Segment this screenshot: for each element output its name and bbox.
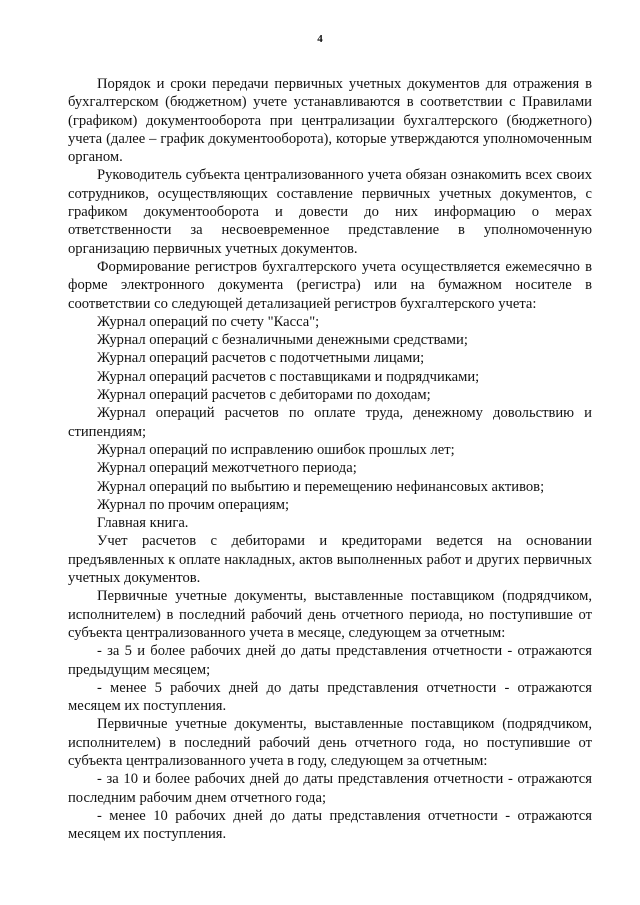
page-number: 4 <box>317 33 323 45</box>
paragraph-transfer-procedure: Порядок и сроки передачи первичных учетных документов для отражения в бухгалтерском (бюджетном) учете устанавливаются в соответствии с Правилами (графиком) документооборота при централизации бухгалтерского (бюджетного) учета (далее – график документооборота), которые утверждаются уполномоченным органом. <box>68 76 592 166</box>
paragraph-registers-formation: Формирование регистров бухгалтерского учета осуществляется ежемесячно в форме электронного документа (регистра) или на бумажном носителе в соответствии со следующей детализацией регистров бухгалтерского учета: <box>68 258 592 312</box>
document-body <box>68 75 592 843</box>
list-item: Журнал операций межотчетного периода; <box>97 460 357 477</box>
paragraph-dash-item: - за 5 и более рабочих дней до даты представления отчетности - отражаются предыдущим месяцем; <box>68 643 592 678</box>
paragraph-dash-item: - менее 10 рабочих дней до даты представления отчетности - отражаются месяцем их поступления. <box>68 807 592 843</box>
list-item: Журнал операций по счету "Касса"; <box>97 313 320 330</box>
list-item: Журнал операций расчетов с подотчетными лицами; <box>97 350 425 367</box>
paragraph-head-obligation: Руководитель субъекта централизованного учета обязан ознакомить всех своих сотрудников, осуществляющих составление первичных учетных документов, с графиком документооборота и довести до них информацию о мерах ответственности за несвоевременное представление в уполномоченную организацию первичных учетных документов. <box>68 167 592 257</box>
list-item: Журнал операций расчетов по оплате труда, денежному довольствию и стипендиям; <box>68 405 592 440</box>
list-item: Журнал по прочим операциям; <box>97 496 290 513</box>
paragraph-dash-item: - менее 5 рабочих дней до даты представления отчетности - отражаются месяцем их поступления. <box>68 679 592 715</box>
paragraph-debtors-creditors: Учет расчетов с дебиторами и кредиторами ведется на основании предъявленных к оплате накладных, актов выполненных работ и других первичных учетных документов. <box>68 533 592 587</box>
list-item: Журнал операций расчетов с поставщиками и подрядчиками; <box>97 368 480 385</box>
list-item: Журнал операций по выбытию и перемещению нефинансовых активов; <box>97 478 545 495</box>
paragraph-period-documents: Первичные учетные документы, выставленные поставщиком (подрядчиком, исполнителем) в последний рабочий день отчетного периода, но поступившие от субъекта централизованного учета в месяце, следующем за отчетным: <box>68 588 592 641</box>
paragraph-dash-item: - за 10 и более рабочих дней до даты представления отчетности - отражаются последним рабочим днем отчетного года; <box>68 771 592 806</box>
list-item: Журнал операций с безналичными денежными средствами; <box>97 332 468 349</box>
list-item: Журнал операций расчетов с дебиторами по доходам; <box>97 387 431 404</box>
list-item: Журнал операций по исправлению ошибок прошлых лет; <box>97 441 455 458</box>
paragraph-year-documents: Первичные учетные документы, выставленные поставщиком (подрядчиком, исполнителем) в последний рабочий день отчетного года, но поступившие от субъекта централизованного учета в году, следующем за отчетным: <box>68 716 592 769</box>
list-item: Главная книга. <box>97 515 189 532</box>
